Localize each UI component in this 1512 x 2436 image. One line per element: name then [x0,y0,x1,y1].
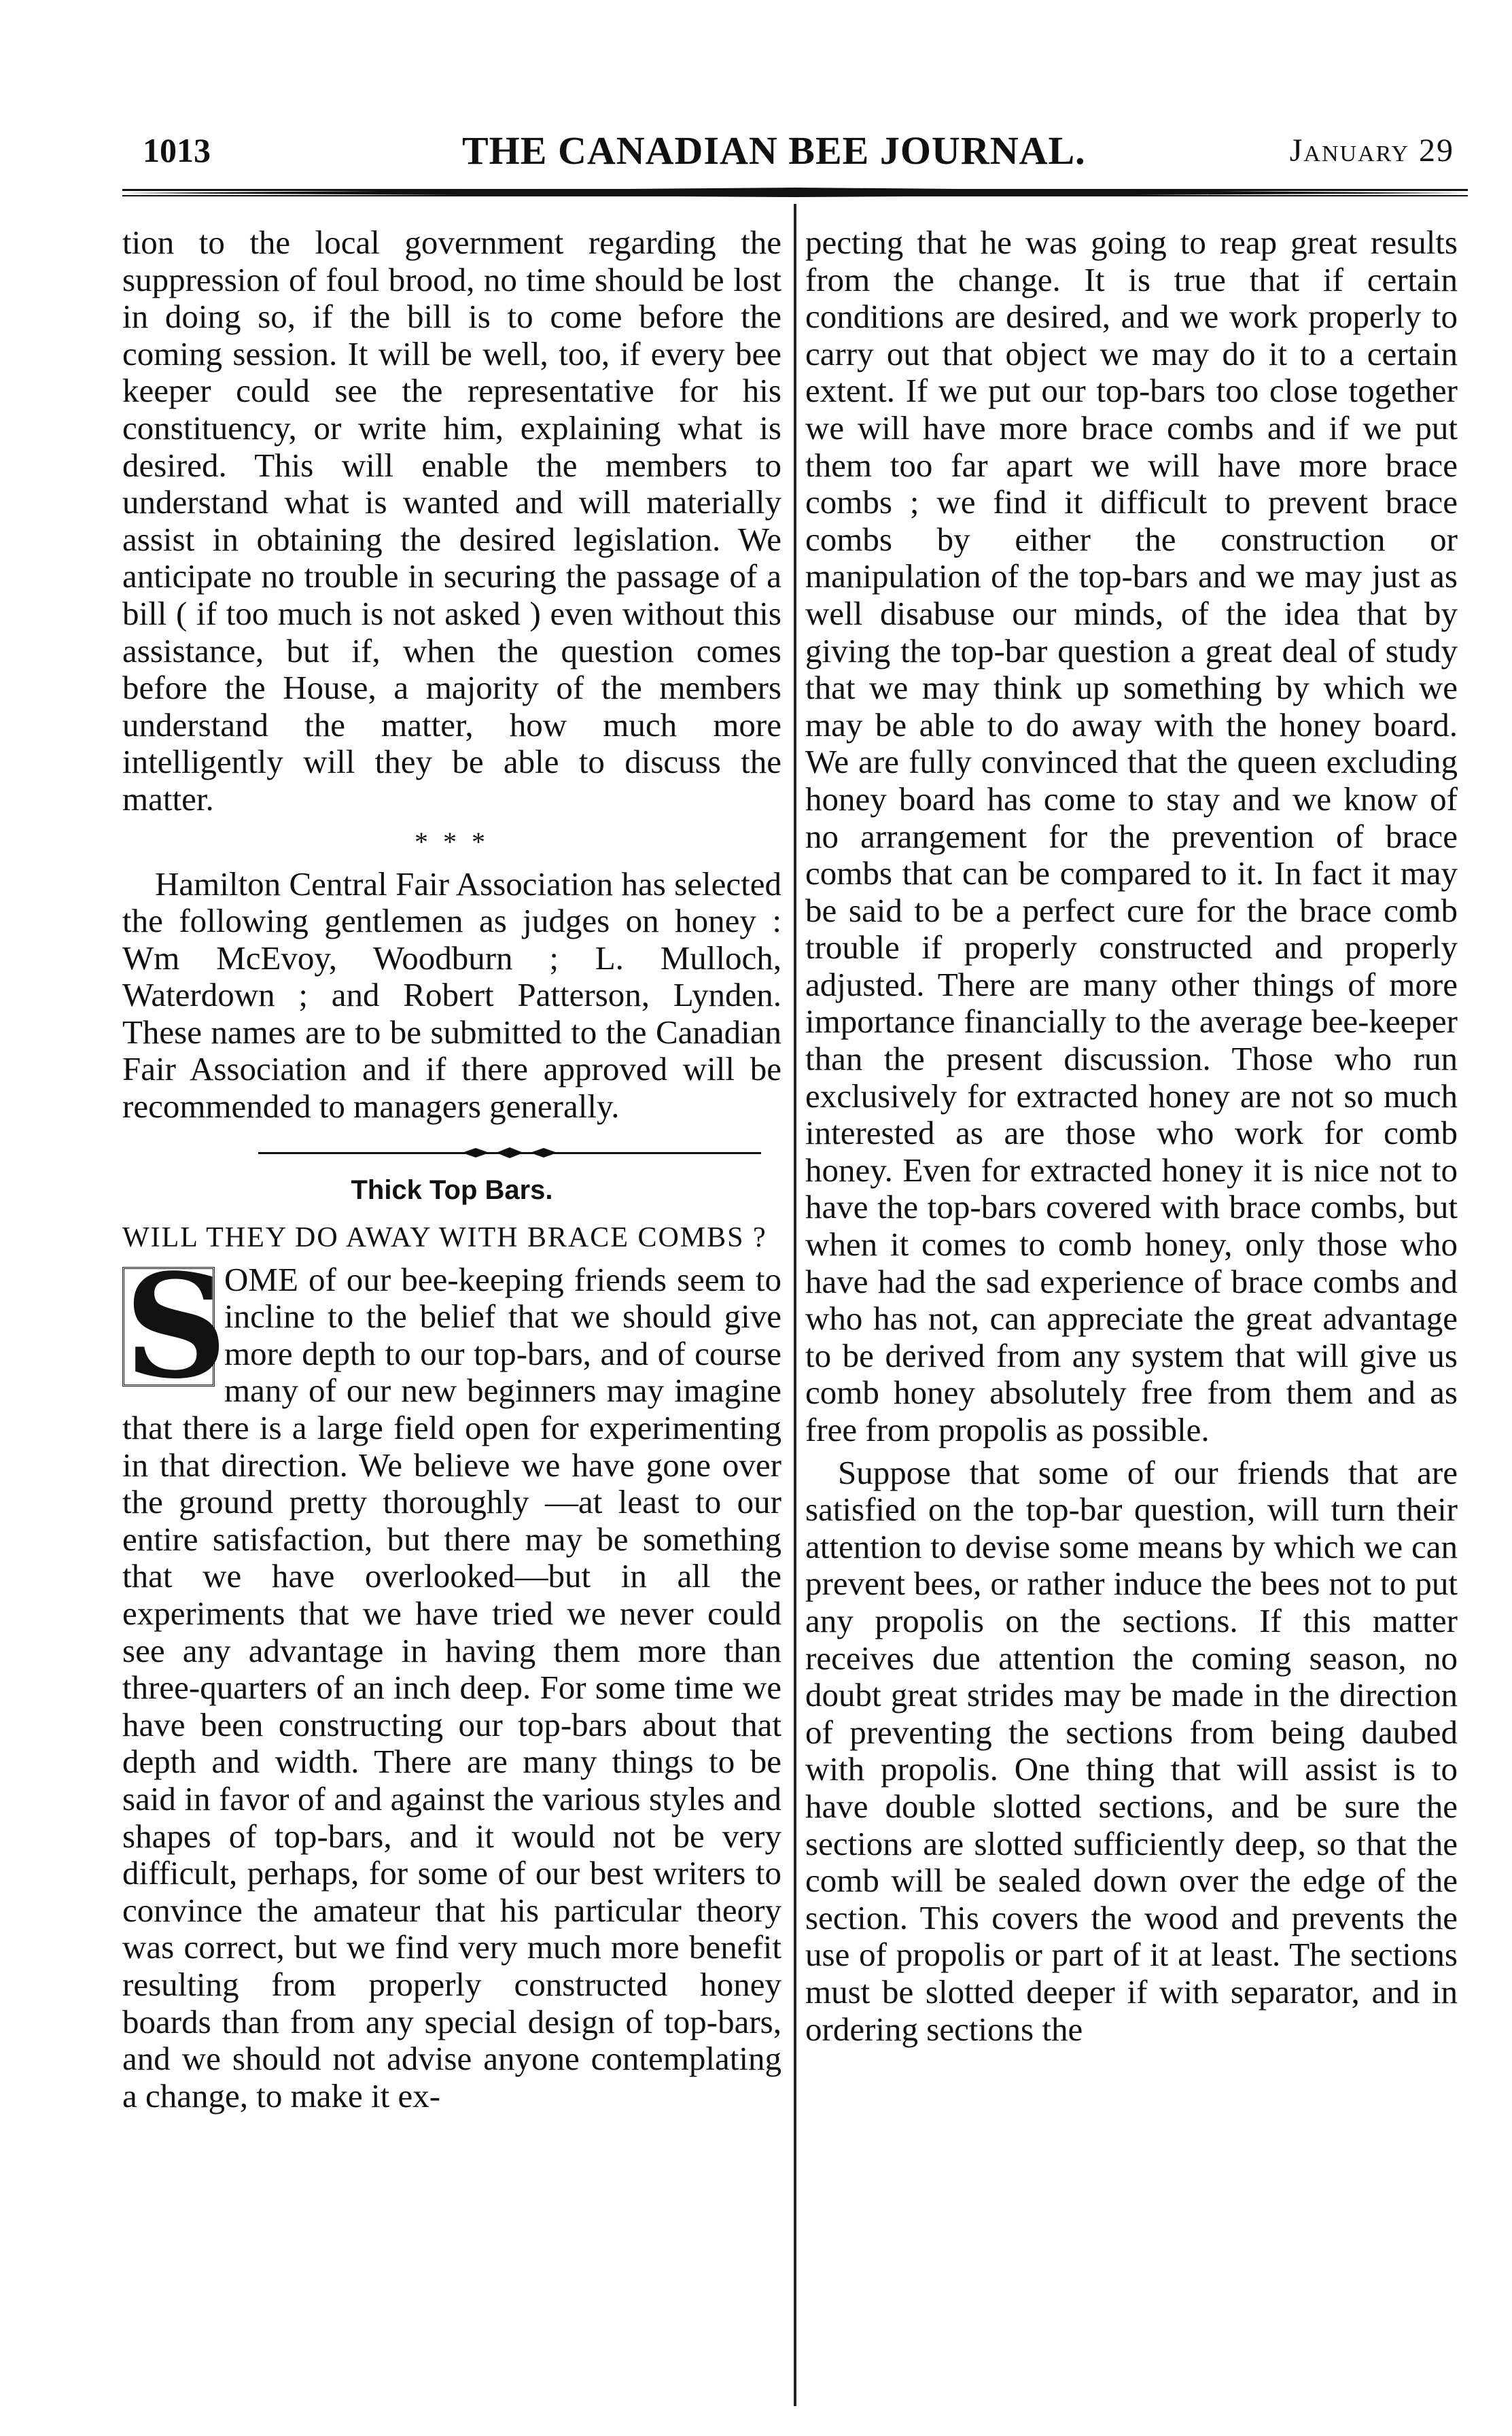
page-header [143,128,1454,182]
paragraph-brace-combs: pecting that he was going to reap great results from the change. It is true that if certain conditions are desired, and we work properly to carry out that object we may do it to a certain extent. If we put our top-bars too close together we will have more brace combs and if we put them too far apart we will have more brace combs ; we find it difficult to prevent brace combs by either the construction or manipulation of the top-bars and we may just as well disabuse our minds, of the idea that by giving the top-bar question a great deal of study that we may think up something by which we may be able to do away with the honey board. We are fully convinced that the queen excluding honey board has come to stay and we know of no arrangement for the prevention of brace combs that can be compared to it. In fact it may be said to be a perfect cure for the brace comb trouble if properly constructed and properly adjusted. There are many other things of more importance financially to the average bee-keeper than the present discussion. Those who run exclusively for extracted honey are not so much interested as are those who work for comb honey. Even for extracted honey it is nice not to have the top-bars covered with brace combs, but when it comes to comb honey, only those who have had the sad experience of brace combs and who has not, can appreciate the great advantage to be derived from any system that will give us comb honey absolutely free from them and as free from propolis as possible. [805,224,1458,1448]
paragraph-top-bars: S OME of our bee-keeping friends seem to incline to the belief that we should give more depth to our top-bars, and of course many of our new beginners may imagine that there is a large field open for experimenting in that direction. We believe we have gone over the ground pretty thoroughly —at least to our entire satisfaction, but there may be something that we have overlooked—but in all the experiments that we have tried we never could see any advantage in having them more than three-quarters of an inch deep. For some time we have been constructing our top-bars about that depth and width. There are many things to be said in favor of and against the various styles and shapes of top-bars, and it would not be very difficult, perhaps, for some of our best writers to convince the amateur that his particular theory was correct, but we find very much more benefit resulting from properly constructed honey boards than from any special design of top-bars, and we should not advise anyone contemplating a change, to make it ex- [122,1242,781,2115]
left-column [122,224,781,2115]
section-separator-stars: * * * [415,826,489,857]
issue-date: January 29 [1289,133,1454,169]
drop-cap-letter: S [122,1267,215,1387]
right-column [805,224,1458,2048]
page-number: 1013 [143,131,211,169]
ornament-rule [258,1146,761,1160]
section-title: Thick Top Bars. [351,1174,553,1205]
journal-title: THE CANADIAN BEE JOURNAL. [462,128,1086,173]
column-divider [794,204,796,2406]
paragraph-foul-brood: tion to the local government regarding the suppression of foul brood, no time should be lost in doing so, if the bill is to come before the coming session. It will be well, too, if every bee keeper could see the representative for his constituency, or write him, explaining what is desired. This will enable the members to understand what is wanted and will materially assist in obtaining the desired legislation. We anticipate no trouble in securing the passage of a bill ( if too much is not asked ) even without this assistance, but if, when the question comes before the House, a majority of the members understand the matter, how much more intelligently will they be able to discuss the matter. [122,224,781,818]
paragraph-propolis: Suppose that some of our friends that are satisfied on the top-bar question, will turn their attention to devise some means by which we can prevent bees, or rather induce the bees not to put any propolis on the sections. If this matter receives due attention the coming season, no doubt great strides may be made in the direction of preventing the sections from being daubed with propolis. One thing that will assist is to have double slotted sections, and be sure the sections are slotted sufficiently deep, so that the comb will be sealed down over the edge of the section. This covers the wood and prevents the use of propolis or part of it at least. The sections must be slotted deeper if with separator, and in ordering sections the [805,1453,1458,2048]
section-subtitle: WILL THEY DO AWAY WITH BRACE COMBS ? [122,1221,767,1253]
header-rule [122,185,1468,198]
paragraph-hamilton-fair: Hamilton Central Fair Association has selected the following gentlemen as judges on honey : Wm McEvoy, Woodburn ; L. Mulloch, Waterdown ; and Robert Patterson, Lynden. These names are to be submitted to the Canadian Fair Association and if there approved will be recommended to managers generally. [122,865,781,1126]
